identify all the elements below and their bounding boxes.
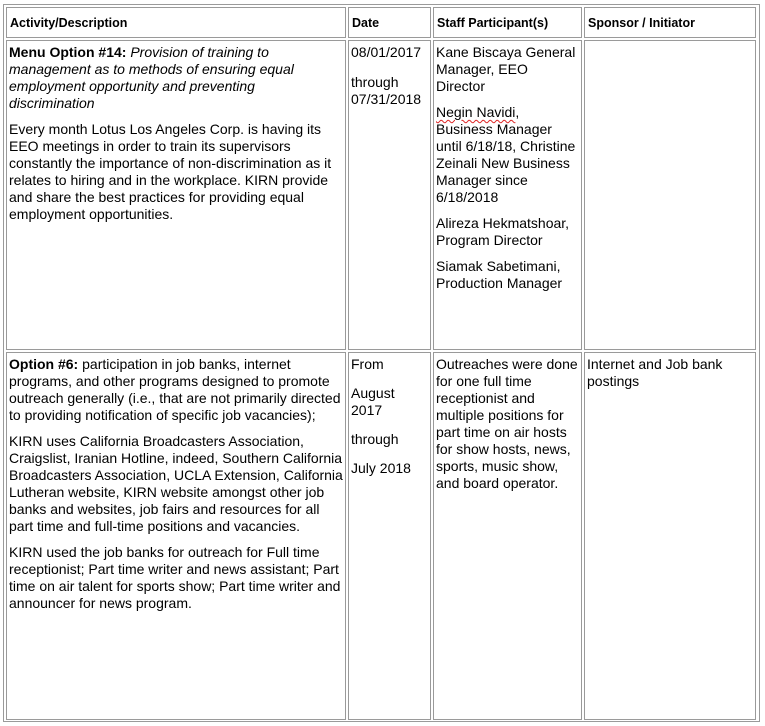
header-date-label: Date	[352, 16, 380, 30]
header-staff-label: Staff Participant(s)	[437, 16, 549, 30]
row1-date-start: 08/01/2017	[351, 44, 422, 60]
row2-date-end: July 2018	[351, 460, 411, 476]
header-sponsor	[584, 7, 756, 38]
header-staff	[433, 7, 582, 38]
row2-staff-cell	[433, 352, 582, 720]
row1-staff-2	[436, 104, 579, 206]
row1-description: Every month Lotus Los Angeles Corp. is having its EEO meetings in order to train its supervisors constantly the importance of non-discrimination as it relates to hiring and in the workplace. KIRN provide and share the best practices for providing equal employment opportunities.	[9, 121, 332, 222]
row2-date-cell	[348, 352, 431, 720]
row2-staff: Outreaches were done for one full time receptionist and multiple positions for part time on air hosts for show hosts, news, sports, music show, and board operator.	[436, 356, 578, 491]
row1-sponsor-cell	[584, 40, 756, 350]
row1-staff-4: Siamak Sabetimani, Production Manager	[436, 258, 563, 291]
row1-option-heading	[9, 44, 343, 112]
row1-staff-2-name: Negin Navidi	[436, 104, 516, 120]
header-activity	[6, 7, 346, 38]
row2-sponsor-cell	[584, 352, 756, 720]
row1-option-title: Provision of training to management as to methods of ensuring equal employment opportunity and preventing discrimination	[9, 44, 294, 111]
row1-date-through: through	[351, 74, 399, 90]
row2-option-heading	[9, 356, 343, 424]
row1-date-end: 07/31/2018	[351, 91, 422, 107]
row1-staff-2-rest: , Business Manager until 6/18/18, Christine Zeinali New Business Manager since 6/18/2018	[436, 104, 576, 205]
header-sponsor-label: Sponsor / Initiator	[588, 16, 695, 30]
row2-option-label: Option #6:	[9, 356, 79, 372]
row1-staff-3: Alireza Hekmatshoar, Program Director	[436, 215, 570, 248]
row2-sponsor: Internet and Job bank postings	[587, 356, 723, 389]
row1-staff-1: Kane Biscaya General Manager, EEO Director	[436, 44, 576, 94]
header-activity-label: Activity/Description	[10, 16, 128, 30]
row1-staff-cell	[433, 40, 582, 350]
row2-option-text: participation in job banks, internet programs, and other programs designed to promote outreach generally (i.e., that are not primarily directed to providing notification of specific job vacancies);	[9, 356, 341, 423]
row2-date-start: August 2017	[351, 385, 395, 418]
row2-date-through: through	[351, 431, 399, 447]
row1-activity-cell	[6, 40, 346, 350]
row1-date-cell	[348, 40, 431, 350]
row2-paragraph-3: KIRN used the job banks for outreach for Full time receptionist; Part time writer and news assistant; Part time on air talent for sports show; Part time writer and announcer for news program.	[9, 544, 341, 611]
header-date	[348, 7, 431, 38]
row2-paragraph-2: KIRN uses California Broadcasters Association, Craigslist, Iranian Hotline, indeed, Southern California Broadcasters Association, UCLA Extension, California Lutheran website, KIRN website amongst other job banks and websites, job fairs and resources for all part time and full-time positions and vacancies.	[9, 433, 343, 534]
row2-activity-cell	[6, 352, 346, 720]
row1-option-label: Menu Option #14:	[9, 44, 127, 60]
row2-date-from: From	[351, 356, 384, 372]
